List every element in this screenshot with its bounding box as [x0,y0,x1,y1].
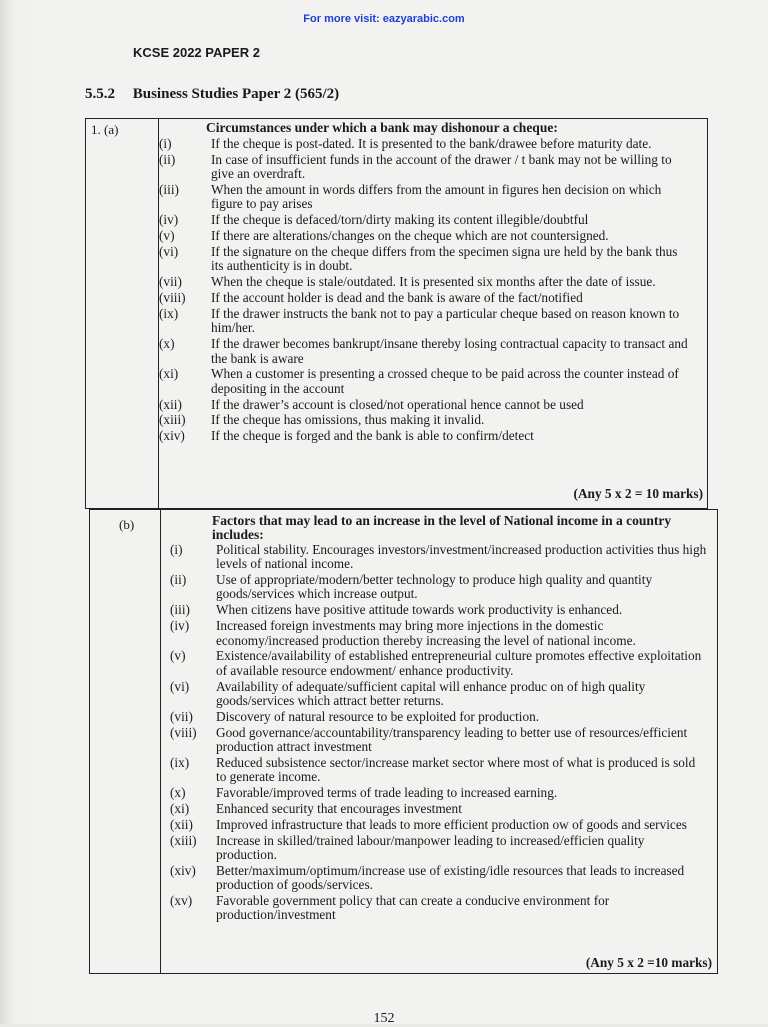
list-item [162,894,708,923]
list-item [158,137,693,151]
item-text: If the account holder is dead and the bank is aware of the fact/notified [211,290,583,306]
item-number: (viii) [159,290,186,306]
item-number: (iv) [159,212,179,228]
item-number: (xv) [170,893,193,909]
item-text: Use of appropriate/modern/better technology to produce high quality and quantity goods/services which increase output. [216,572,653,602]
list-item [162,726,708,755]
list-item [158,213,693,227]
item-number: (ix) [159,306,179,322]
item-text: If the cheque has omissions, thus making it invalid. [211,412,485,428]
item-number: (x) [170,785,186,801]
list-item [162,603,708,617]
section-number: 5.5.2 [85,86,115,102]
question-a-number: 1. (a) [91,122,119,137]
item-text: Increase in skilled/trained labour/manpower leading to increased/efficien quality production. [216,832,645,863]
item-number: (iv) [170,618,190,634]
item-text: When the cheque is stale/outdated. It is presented six months after the date of issue. [211,274,656,290]
column-divider [160,510,161,973]
list-item [158,337,693,366]
item-number: (iii) [170,602,190,618]
list-item [162,802,708,816]
item-number: (ii) [170,572,187,588]
item-number: (xi) [170,800,190,816]
item-text: If the cheque is post-dated. It is presented to the bank/drawee before maturity date. [211,136,652,151]
item-number: (vi) [170,678,190,694]
question-a-list [158,137,693,445]
item-text: If the drawer instructs the bank not to pay a particular cheque based on reason known to him/her. [211,306,680,336]
item-text: Favorable/improved terms of trade leading to increased earning. [216,785,558,801]
item-text: Better/maximum/optimum/increase use of existing/idle resources that leads to increased production of goods/services. [216,862,685,893]
list-item [158,153,693,182]
item-text: Favorable government policy that can create a conducive environment for production/investment [216,893,610,923]
item-number: (i) [170,542,183,557]
item-number: (vii) [170,708,193,724]
list-item [158,291,693,305]
item-number: (viii) [170,724,197,740]
paper-title: KCSE 2022 PAPER 2 [133,45,260,60]
list-item [162,864,708,893]
list-item [158,367,693,396]
item-text: In case of insufficient funds in the account of the drawer / t bank may not be willing to give an overdraft. [211,151,672,182]
item-number: (v) [170,648,186,664]
question-b-marks: (Any 5 x 2 =10 marks) [585,955,712,970]
item-text: Increased foreign investments may bring more injections in the domestic economy/increased production thereby increasing the level of national income. [216,618,636,648]
section-title [85,86,339,103]
item-text: Enhanced security that encourages investment [216,800,462,816]
section-name: Business Studies Paper 2 (565/2) [132,86,340,102]
item-text: Good governance/accountability/transparency leading to better use of resources/efficient production attract investment [216,724,688,755]
item-text: Improved infrastructure that leads to more efficient production ow of goods and services [216,816,687,832]
item-number: (xii) [170,816,193,832]
item-text: If the drawer’s account is closed/not operational hence cannot be used [211,396,584,412]
item-number: (vii) [159,274,182,290]
item-number: (xiii) [159,412,186,428]
list-item [162,834,708,863]
item-number: (vi) [159,244,179,260]
item-number: (xi) [159,366,179,382]
item-text: When the amount in words differs from the amount in figures hen decision on which figure to pay arises [211,182,662,212]
question-b-list [162,543,708,924]
item-number: (xiii) [170,832,197,848]
item-text: If the cheque is forged and the bank is able to confirm/detect [211,428,534,444]
item-text: If the drawer becomes bankrupt/insane thereby losing contractual capacity to transact and the bank is aware [211,336,688,366]
item-text: Availability of adequate/sufficient capital will enhance produc on of high quality goods/services which attract better returns. [216,678,646,708]
item-number: (v) [159,228,175,244]
item-number: (xiv) [159,428,185,444]
list-item [162,680,708,709]
list-item [158,229,693,243]
list-item [162,786,708,800]
item-number: (iii) [159,182,179,198]
list-item [162,543,708,572]
question-a-heading: Circumstances under which a bank may dishonour a cheque: [206,120,558,135]
item-text: Reduced subsistence sector/increase market sector where most of what is produced is sold to generate income. [216,754,696,785]
list-item [158,429,693,443]
list-item [158,275,693,289]
list-item [162,710,708,724]
question-a-marks: (Any 5 x 2 = 10 marks) [573,486,703,501]
list-item [158,413,693,427]
list-item [162,818,708,832]
item-text: Discovery of natural resource to be exploited for production. [216,708,540,724]
website-link[interactable]: For more visit: eazyarabic.com [303,13,465,25]
item-number: (ii) [159,151,176,167]
question-b-table [89,509,718,974]
list-item [162,619,708,648]
page-number: 152 [373,1011,395,1026]
list-item [158,307,693,336]
item-number: (xiv) [170,862,196,878]
list-item [158,245,693,274]
item-number: (xii) [159,396,182,412]
list-item [158,183,693,212]
item-text: If the signature on the cheque differs from the specimen signa ure held by the bank thus its authenticity is in doubt. [211,244,678,274]
item-text: If the cheque is defaced/torn/dirty making its content illegible/doubtful [211,212,589,228]
list-item [158,398,693,412]
list-item [162,649,708,678]
item-text: If there are alterations/changes on the cheque which are not countersigned. [211,228,609,244]
item-text: When citizens have positive attitude towards work productivity is enhanced. [216,602,623,618]
item-text: Political stability. Encourages investors/investment/increased production activities thus high levels of national income. [216,542,707,572]
list-item [162,756,708,785]
list-item [162,573,708,602]
item-number: (x) [159,336,175,352]
item-text: Existence/availability of established entrepreneurial culture promotes effective exploitation of available resource endowment/ enhance productivity. [216,648,702,678]
item-number: (ix) [170,754,190,770]
question-a-table [85,118,708,509]
question-b-number: (b) [119,517,135,532]
item-text: When a customer is presenting a crossed cheque to be paid across the counter instead of depositing in the account [211,366,679,396]
question-b-heading: Factors that may lead to an increase in the level of National income in a country includes: [212,513,672,542]
item-number: (i) [159,136,172,151]
